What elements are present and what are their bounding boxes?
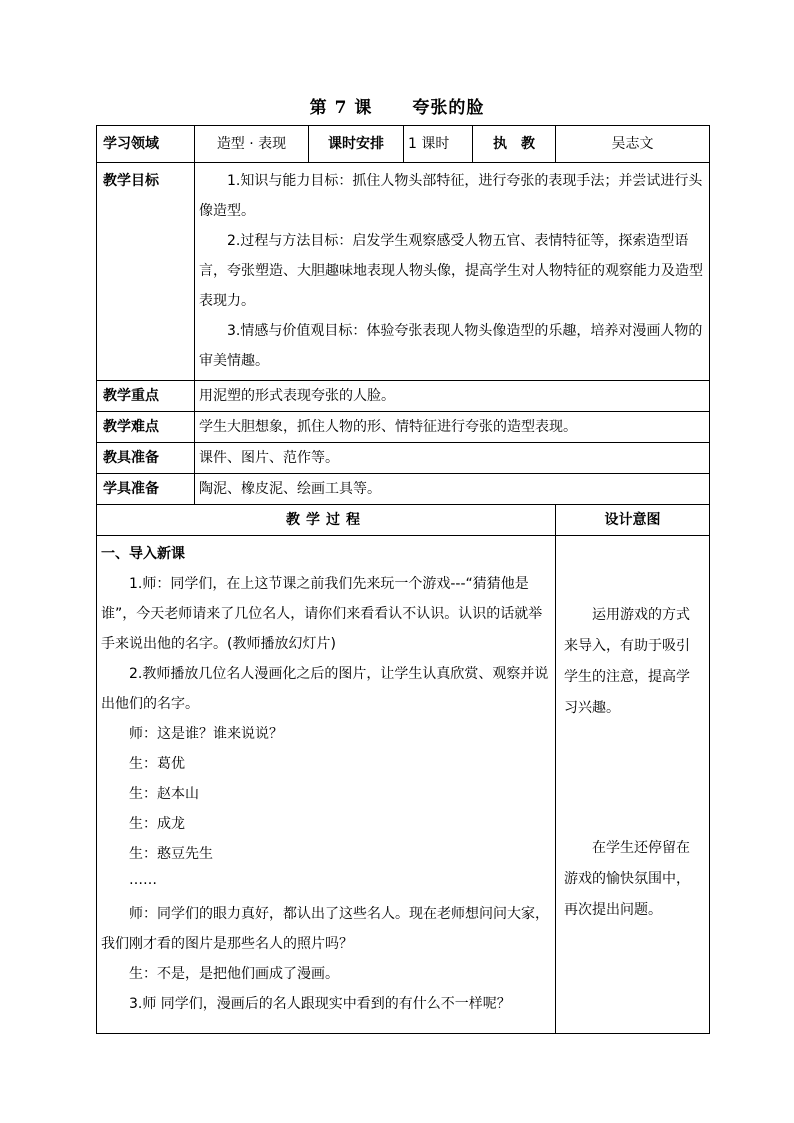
student-tools-label: 学具准备 (97, 474, 195, 505)
goals-label: 教学目标 (97, 163, 195, 381)
teacher-value: 吴志文 (556, 126, 710, 163)
goal-item: 3.情感与价值观目标：体验夸张表现人物头像造型的乐趣，培养对漫画人物的审美情趣。 (199, 323, 703, 369)
section-title: 一、导入新课 (101, 546, 185, 562)
teacher-label: 执 教 (473, 126, 556, 163)
ellipsis: …… (129, 872, 157, 888)
hours-label: 课时安排 (309, 126, 404, 163)
goals-row (97, 163, 710, 381)
dialog-line: 生：葛优 (129, 756, 185, 772)
lesson-name: 夸张的脸 (412, 98, 485, 118)
key-point-label: 教学重点 (97, 381, 195, 412)
field-value: 造型 · 表现 (195, 126, 309, 163)
key-point-row (97, 381, 710, 412)
dialog-line: 生：憨豆先生 (129, 846, 213, 862)
teacher-tools-value: 课件、图片、范作等。 (195, 443, 710, 474)
process-paragraph: 2.教师播放几位名人漫画化之后的图片，让学生认真欣赏、观察并说出他们的名字。 (101, 666, 549, 712)
process-header: 教学过程 (97, 505, 556, 536)
difficulty-value: 学生大胆想象，抓住人物的形、情特征进行夸张的造型表现。 (195, 412, 710, 443)
dialog-line: 生：赵本山 (129, 786, 199, 802)
field-label: 学习领域 (97, 126, 195, 163)
goals-content (195, 163, 710, 381)
hours-value: 1 课时 (404, 126, 473, 163)
process-paragraph: 师：同学们的眼力真好，都认出了这些名人。现在老师想问问大家，我们刚才看的图片是那些名人的照片吗？ (101, 906, 549, 952)
student-tools-row (97, 474, 710, 505)
process-row (97, 536, 710, 1034)
goal-item: 2.过程与方法目标：启发学生观察感受人物五官、表情特征等，探索造型语言，夸张塑造、大胆趣味地表现人物头像，提高学生对人物特征的观察能力及造型表现力。 (199, 233, 703, 309)
intent-note: 在学生还停留在游戏的愉快氛围中，再次提出问题。 (564, 840, 690, 918)
info-row (97, 126, 710, 163)
process-content (97, 536, 556, 1034)
student-tools-value: 陶泥、橡皮泥、绘画工具等。 (195, 474, 710, 505)
lesson-number: 第 7 课 (309, 98, 373, 118)
teacher-tools-label: 教具准备 (97, 443, 195, 474)
process-paragraph: 生：不是，是把他们画成了漫画。 (129, 966, 339, 982)
lesson-plan-table (96, 125, 710, 1034)
dialog-line: 师：这是谁？谁来说说？ (129, 726, 283, 742)
key-point-value: 用泥塑的形式表现夸张的人脸。 (195, 381, 710, 412)
page-title (0, 93, 794, 118)
intent-content (556, 536, 710, 1034)
intent-note: 运用游戏的方式来导入，有助于吸引学生的注意，提高学习兴趣。 (564, 607, 690, 716)
goal-item: 1.知识与能力目标：抓住人物头部特征，进行夸张的表现手法；并尝试进行头像造型。 (199, 173, 703, 219)
difficulty-label: 教学难点 (97, 412, 195, 443)
process-header-row (97, 505, 710, 536)
difficulty-row (97, 412, 710, 443)
process-paragraph: 1.师：同学们，在上这节课之前我们先来玩一个游戏---“猜猜他是谁”，今天老师请来了几位名人，请你们来看看认不认识。认识的话就举手来说出他的名字。(教师播放幻灯片) (101, 576, 543, 652)
intent-header: 设计意图 (556, 505, 710, 536)
process-paragraph: 3.师 同学们，漫画后的名人跟现实中看到的有什么不一样呢？ (129, 996, 511, 1012)
dialog-line: 生：成龙 (129, 816, 185, 832)
teacher-tools-row (97, 443, 710, 474)
